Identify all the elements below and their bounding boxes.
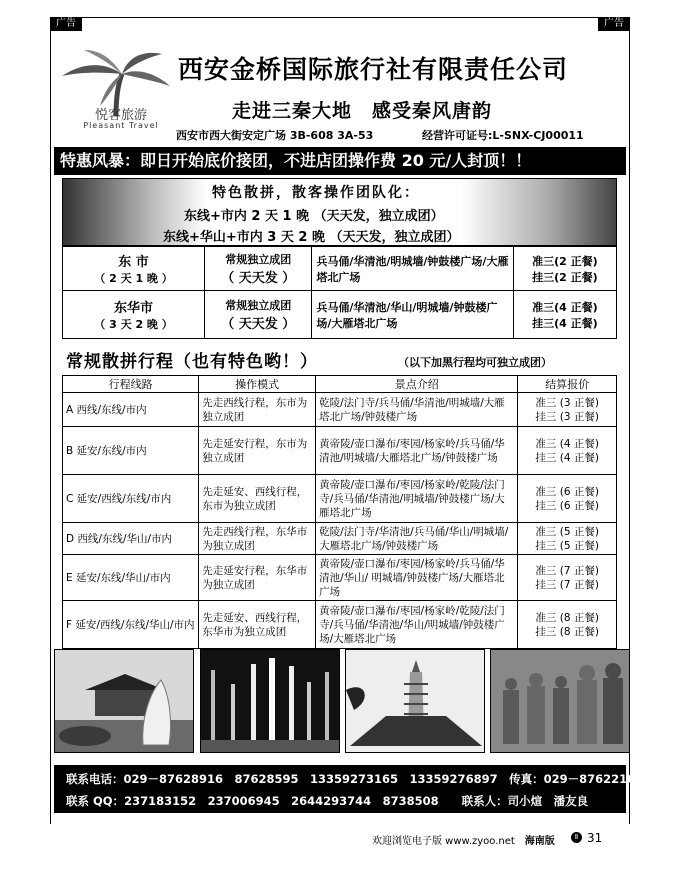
- contact-persons: 司小煊 潘友良: [507, 794, 589, 808]
- table-header-row: [63, 376, 617, 393]
- photo-fountain: [200, 649, 340, 753]
- route-line: B 延安/东线/市内: [63, 427, 199, 475]
- ad-tag-right: 广告: [598, 17, 630, 31]
- column-header: 行程线路: [63, 376, 199, 393]
- address: 西安市西大街安定广场 3B-608 3A-53: [176, 129, 374, 142]
- table-row: [63, 475, 617, 523]
- contact-bar: [54, 765, 644, 813]
- table-row: [63, 601, 617, 649]
- table-row: [63, 523, 617, 555]
- column-header: 操作模式: [199, 376, 316, 393]
- contact-person-label: 联系人：: [461, 794, 508, 808]
- column-header: 结算报价: [518, 376, 617, 393]
- page-number: 31: [587, 831, 603, 845]
- route-price: 挂三 (7 正餐): [535, 578, 599, 591]
- phone-label: 联系电话：: [66, 772, 124, 786]
- section-title: 常规散拼行程（也有特色哟！）: [66, 352, 318, 372]
- photo-pagoda: [345, 649, 485, 753]
- footer-edition: 海南版: [524, 836, 555, 847]
- package-price: 挂三(4 正餐): [532, 316, 598, 330]
- route-line: F 延安/西线/东线/华山/市内: [63, 601, 199, 649]
- table-row: [63, 555, 617, 601]
- table-row: [63, 427, 617, 475]
- promo-banner: 特惠风暴：即日开始底价接团，不进店团操作费 20 元/人封顶！！: [54, 147, 626, 175]
- feature-title: 特色散拼，散客操作团队化：: [212, 185, 420, 201]
- route-sights: 黄帝陵/壶口瀑布/枣园/杨家岭/兵马俑/华清池/明城墙/大雁塔北广场/钟鼓楼广场: [316, 427, 518, 475]
- table-row: [63, 393, 617, 427]
- route-price: 准三 (7 正餐): [535, 564, 599, 577]
- qq-label: 联系 QQ：: [66, 794, 125, 808]
- feature-line-2: 东线+华山+市内 3 天 2 晚 （天天发，独立成团）: [163, 230, 460, 245]
- photo-terracotta: [490, 649, 630, 753]
- package-price: 挂三(2 正餐): [532, 270, 598, 284]
- route-mode: 先走西线行程，东华市为独立成团: [199, 523, 316, 555]
- top-rule: [50, 17, 630, 18]
- edition-circle-icon: Ⅱ: [571, 832, 582, 843]
- route-price: 准三 (6 正餐): [535, 485, 599, 498]
- package-duration: （ 3 天 2 晚 ）: [94, 318, 173, 331]
- license-number: 经营许可证号:L-SNX-CJ00011: [422, 129, 584, 142]
- package-sights: 兵马俑/华清池/华山/明城墙/钟鼓楼广场/大雁塔北广场: [312, 291, 513, 339]
- route-mode: 先走延安、西线行程，东市为独立成团: [199, 475, 316, 523]
- package-name: 东华市: [114, 301, 154, 316]
- package-duration: （ 2 天 1 晚 ）: [94, 272, 173, 285]
- route-sights: 黄帝陵/壶口瀑布/枣园/杨家岭/兵马俑/华清池/华山/ 明城墙/钟鼓楼广场/大雁塔北广场: [316, 555, 518, 601]
- route-mode: 先走延安行程，东市为独立成团: [199, 427, 316, 475]
- logo-english-name: Pleasant Travel: [83, 121, 159, 130]
- company-name: 西安金桥国际旅行社有限责任公司: [178, 55, 569, 84]
- route-mode: 先走西线行程，东市为独立成团: [199, 393, 316, 427]
- route-price: 准三 (5 正餐): [535, 525, 599, 538]
- fax-label: 传真：: [509, 772, 544, 786]
- route-mode: 先走延安行程，东华市为独立成团: [199, 555, 316, 601]
- routes-table: [62, 375, 617, 649]
- route-price: 挂三 (3 正餐): [535, 410, 599, 423]
- route-sights: 乾陵/法门寺/兵马俑/华清池/明城墙/大雁塔北广场/钟鼓楼广场: [316, 393, 518, 427]
- package-price: 准三(4 正餐): [532, 300, 598, 314]
- route-price: 挂三 (6 正餐): [535, 499, 599, 512]
- route-line: A 西线/东线/市内: [63, 393, 199, 427]
- package-mode: 常规独立成团: [225, 253, 292, 266]
- ad-tag-left: 广告: [50, 17, 82, 31]
- package-sights: 兵马俑/华清池/明城墙/钟鼓楼广场/大雁塔北广场: [312, 247, 513, 291]
- route-price: 挂三 (5 正餐): [535, 539, 599, 552]
- package-name: 东 市: [118, 255, 149, 270]
- footer-site: 欢迎浏览电子版 www.zyoo.net: [372, 836, 515, 847]
- column-header: 景点介绍: [316, 376, 518, 393]
- route-line: E 延安/东线/华山/市内: [63, 555, 199, 601]
- route-price: 挂三 (8 正餐): [535, 625, 599, 638]
- fax-number: 029－87622167: [543, 772, 644, 786]
- route-line: D 西线/东线/华山/市内: [63, 523, 199, 555]
- package-frequency: （ 天天发 ）: [221, 271, 296, 286]
- package-frequency: （ 天天发 ）: [221, 317, 296, 332]
- slogan: 走进三秦大地 感受秦风唐韵: [232, 100, 493, 122]
- photo-pavilion: [54, 649, 194, 753]
- left-rule: [50, 17, 51, 824]
- route-sights: 黄帝陵/壶口瀑布/枣园/杨家岭/乾陵/法门寺/兵马俑/华清池/华山/明城墙/钟鼓楼广场/大雁塔北广场: [316, 601, 518, 649]
- route-price: 挂三 (4 正餐): [535, 451, 599, 464]
- route-mode: 先走延安、西线行程，东华市为独立成团: [199, 601, 316, 649]
- package-price: 准三(2 正餐): [532, 254, 598, 268]
- package-row: [63, 291, 617, 339]
- footer-text: [372, 832, 555, 847]
- logo-chinese-name: 悦客旅游: [94, 108, 147, 123]
- package-mode: 常规独立成团: [225, 299, 292, 312]
- route-price: 准三 (4 正餐): [535, 437, 599, 450]
- section-note: （以下加黑行程均可独立成团）: [398, 356, 552, 369]
- route-sights: 黄帝陵/壶口瀑布/枣园/杨家岭/乾陵/法门寺/兵马俑/华清池/明城墙/钟鼓楼广场/大雁塔北广场: [316, 475, 518, 523]
- route-sights: 乾陵/法门寺/华清池/兵马俑/华山/明城墙/大雁塔北广场/钟鼓楼广场: [316, 523, 518, 555]
- route-line: C 延安/西线/东线/市内: [63, 475, 199, 523]
- package-row: [63, 247, 617, 291]
- feature-line-1: 东线+市内 2 天 1 晚 （天天发，独立成团）: [184, 209, 444, 224]
- phone-numbers: 029－87628916 87628595 13359273165 13359276897: [123, 772, 498, 786]
- package-table: [62, 246, 617, 339]
- qq-numbers: 237183152 237006945 2644293744 8738508: [124, 794, 439, 808]
- route-price: 准三 (3 正餐): [535, 396, 599, 409]
- route-price: 准三 (8 正餐): [535, 611, 599, 624]
